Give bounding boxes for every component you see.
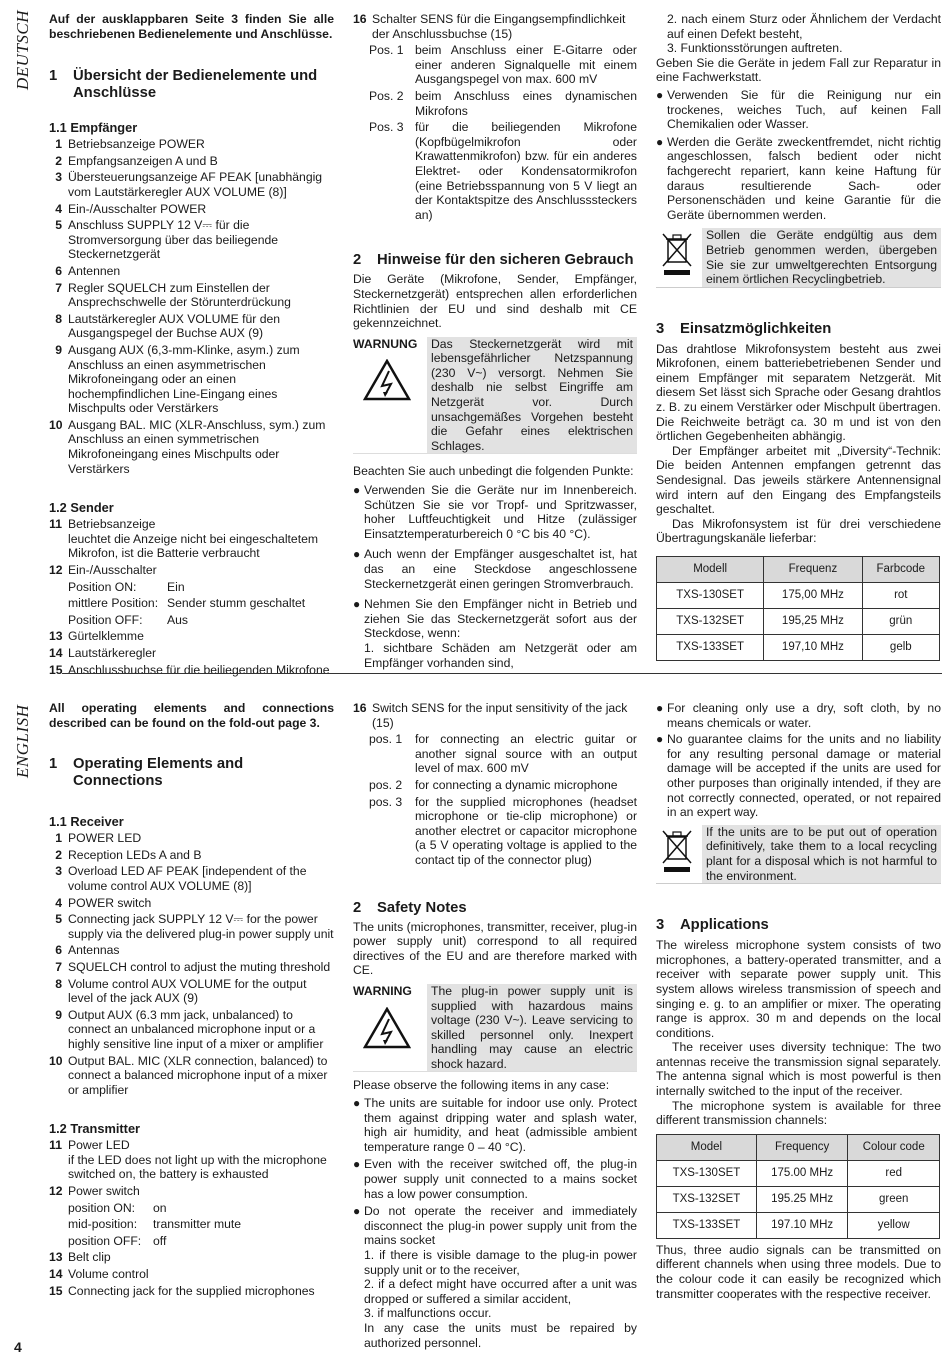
- bullet-item: 1. sichtbare Schäden am Netzgerät oder am Empfänger vorhanden sind,: [364, 640, 637, 670]
- list-item: 13 Gürtelklemme: [49, 629, 144, 644]
- language-label: DEUTSCH: [13, 9, 32, 90]
- receiver-list: [49, 137, 334, 476]
- list-item: 9 Ausgang AUX (6,3-mm-Klinke, asym.) zum Anschluss an einen asymmetrischen Mikrofoneingang oder an einen hochempfindlichen Line-Eingang eines Mischpults oder Verstärkers: [55, 342, 300, 416]
- table-header-row: Modell Frequenz Farbcode: [657, 557, 940, 583]
- paragraph: The wireless microphone system consists of two microphones, a battery-operated transmitter, and a receiver with separate power supply unit. This system allows wireless transmission of speech and singing e. g. to an amplifier or mixer. The operating range is approx. 30 m and depends on the local conditions.: [656, 938, 941, 1040]
- position-item: pos. 3 for the supplied microphones (headset microphone or tie-clip microphone) or another electret or capacitor microphone (a 5 V operating voltage is applied to the contact tip of the connector plug): [369, 794, 637, 867]
- paragraph: The receiver uses diversity technique: The two antennas receive the transmission signal separately. The antenna signal which is most powerful is then internally switched to the input of the receiver.: [656, 1040, 941, 1099]
- en-column-2: [353, 701, 637, 1350]
- paragraph: Thus, three audio signals can be transmitted on different channels when using three models. Due to the colour code it can easily be recognized which transmitter cooperates with the respective receiver.: [656, 1242, 941, 1301]
- bullet-item: ● Even with the receiver switched off, the plug-in power supply unit connected to a mains socket has a low power consumption.: [353, 1157, 637, 1201]
- observe-text: Please observe the following items in any case:: [353, 1078, 610, 1093]
- warning-label: WARNING: [353, 983, 412, 998]
- transmitter-list: [49, 1138, 334, 1298]
- list-item: 1 POWER LED: [55, 831, 142, 846]
- list-item: 16 Switch SENS for the input sensitivity of the jack (15): [353, 701, 628, 730]
- list-item: 10 Output BAL. MIC (XLR connection, balanced) to connect a balanced microphone input of a mixer or amplifier: [49, 1053, 328, 1097]
- page-number: 4: [14, 1339, 22, 1355]
- warning-box: [353, 984, 637, 1073]
- recycling-text: If the units are to be put out of operation definitively, take them to a local recycling plant for a disposal which is not harmful to the environment.: [702, 825, 941, 883]
- section-title: Übersicht der Bedienelemente und Anschlüsse: [73, 68, 318, 102]
- section-3-heading: 3 Applications: [656, 917, 769, 934]
- warning-box: [353, 337, 637, 455]
- section-1-heading: [49, 68, 334, 102]
- warning-label: WARNUNG: [353, 336, 418, 351]
- list-item: 12 Power switch position ON: on mid-position: transmitter mute position OFF: off: [49, 1184, 242, 1248]
- bullet-item: In any case the units must be repaired by authorized personnel.: [364, 1320, 637, 1350]
- bullet-item: ● No guarantee claims for the units and no liability for any resulting personal damage or material damage will be accepted if the units are used for other purposes than originally intended, if they are not correctly connected, operated, or not repaired in an expert way.: [656, 732, 941, 820]
- list-item: 5 Connecting jack SUPPLY 12 V⎓ for the power supply via the delivered plug-in power supply unit: [55, 912, 334, 941]
- frequency-table: [656, 1134, 940, 1239]
- bullet-item: ● Nehmen Sie den Empfänger nicht in Betrieb und ziehen Sie das Steckernetzgerät sofort aus der Steckdose, wenn:: [353, 597, 637, 641]
- language-tab-deutsch: [13, 9, 40, 92]
- frequency-table: [656, 556, 940, 661]
- recycling-box: [656, 825, 941, 884]
- subsection-receiver-heading: 1.1 Receiver: [49, 814, 124, 830]
- list-item: 10 Ausgang BAL. MIC (XLR-Anschluss, sym.) zum Anschluss an einen symmetrischen Mikrofoneingang eines Mischpults oder Verstärkers: [49, 417, 326, 476]
- paragraph: Das Mikrofonsystem ist für drei verschiedene Übertragungskanäle lieferbar:: [656, 516, 941, 546]
- subsection-receiver-heading: 1.1 Empfänger: [49, 120, 138, 136]
- position-item: Pos. 1 beim Anschluss einer E-Gitarre oder einer anderen Signalquelle mit einem Ausgangspegel von max. 600 mV: [369, 43, 637, 87]
- intro-text: All operating elements and connections described can be found on the fold-out page 3.: [49, 701, 334, 730]
- high-voltage-warning-icon: [363, 1007, 411, 1049]
- warning-text: Das Steckernetzgerät wird mit lebensgefährlicher Netzspannung (230 V~) versorgt. Nehmen Sie deshalb nie selbst Eingriffe am Netzgerät vor. Durch unsachgemäßes Vorgehen besteht die Gefahr eines elektrischen Schlages.: [427, 337, 637, 454]
- de-column-3: [656, 12, 941, 661]
- list-item: 2 Empfangsanzeigen A und B: [55, 153, 218, 168]
- subsection-transmitter-heading: 1.2 Sender: [49, 500, 114, 516]
- bullet-item: ● Do not operate the receiver and immediately disconnect the plug-in power supply unit from the mains socket: [353, 1204, 637, 1248]
- bullet-item: ● Auch wenn der Empfänger ausgeschaltet ist, hat das an eine Steckdose angeschlossene Steckernetzgerät einen geringen Stromverbrauch.: [353, 547, 637, 591]
- bullet-item: 2. if a defect might have occurred after a unit was dropped or suffered a similar accident,: [364, 1277, 637, 1306]
- list-item: 14 Lautstärkeregler: [49, 646, 157, 660]
- list-item: 9 Output AUX (6.3 mm jack, unbalanced) to connect an unbalanced microphone input or a highly sensitive line input of a mixer or amplifier: [55, 1007, 324, 1051]
- position-item: pos. 1 for connecting an electric guitar or another signal source with an output level of max. 600 mV: [369, 732, 637, 776]
- table-row: TXS-132SET 195.25 MHz green: [657, 1186, 940, 1212]
- repair-text: Geben Sie die Geräte in jedem Fall zur Reparatur in eine Fachwerkstatt.: [656, 55, 941, 85]
- paragraph: The microphone system is available for three different transmission channels:: [656, 1098, 941, 1128]
- position-item: Pos. 2 beim Anschluss eines dynamischen Mikrofons: [369, 88, 637, 118]
- list-item: 4 Ein-/Ausschalter POWER: [55, 201, 207, 216]
- de-column-1: [49, 12, 334, 677]
- conformity-text: Die Geräte (Mikrofone, Sender, Empfänger, Steckernetzgerät) entsprechen allen erforderlichen Richtlinien der EU und sind deshalb mit CE gekennzeichnet.: [353, 272, 637, 331]
- subsection-transmitter-heading: 1.2 Transmitter: [49, 1121, 141, 1137]
- list-item: 11 Betriebsanzeige leuchtet die Anzeige nicht bei eingeschaltetem Mikrofon, ist die Batterie verbraucht: [49, 517, 319, 561]
- high-voltage-warning-icon: [363, 359, 411, 401]
- en-column-1: [49, 701, 334, 1298]
- list-item: 15 Connecting jack for the supplied microphones: [49, 1283, 315, 1298]
- bullet-item: ● Verwenden Sie für die Reinigung nur ein trockenes, weiches Tuch, auf keinen Fall Chemikalien oder Wasser.: [656, 87, 941, 132]
- list-item: 14 Volume control: [49, 1267, 149, 1282]
- transmitter-list: [49, 517, 334, 677]
- section-1-heading: 1 Operating Elements and Connections: [49, 756, 244, 790]
- table-row: TXS-132SET 195,25 MHz grün: [657, 609, 940, 635]
- bullet-item: ● For cleaning only use a dry, soft cloth, by no means chemicals or water.: [656, 701, 941, 730]
- bullet-item: ● Werden die Geräte zweckentfremdet, nicht richtig angeschlossen, falsch bedient oder nicht fachgerecht repariert, kann keine Haftung für daraus resultierende Sach- oder Personenschäden und keine Garantie für die Geräte übernommen werden.: [656, 134, 941, 222]
- observe-text: Beachten Sie auch unbedingt die folgenden Punkte:: [353, 464, 634, 479]
- paragraph: Der Empfänger arbeitet mit „Diversity“-Technik: Die beiden Antennen empfangen getrennt das Sendesignal. Das jeweils stärkere Antennensignal wird intern auf den Eingang des Empfangsteils geschaltet.: [656, 443, 941, 517]
- bullet-item: ● Verwenden Sie die Geräte nur im Innenbereich. Schützen Sie sie vor Tropf- und Spritzwasser, hoher Luftfeuchtigkeit und Hitze (zulässiger Einsatztemperaturbereich 0 °C bis 40 °C).: [353, 483, 637, 541]
- language-tab-english: [14, 700, 40, 780]
- bullet-item: 2. nach einem Sturz oder Ähnlichem der Verdacht auf einen Defekt besteht,: [667, 12, 941, 41]
- intro-text: Auf der ausklappbaren Seite 3 finden Sie alle beschriebenen Bedienelemente und Anschlüsse.: [49, 12, 334, 41]
- list-item: 3 Overload LED AF PEAK [independent of the volume control AUX VOLUME (8)]: [55, 864, 307, 893]
- en-column-3: [656, 701, 941, 1301]
- table-row: TXS-133SET 197.10 MHz yellow: [657, 1212, 940, 1238]
- list-item: 6 Antennen: [55, 263, 121, 278]
- section-2-heading: 2 Hinweise für den sicheren Gebrauch: [353, 252, 634, 269]
- list-item: 2 Reception LEDs A and B: [55, 847, 202, 862]
- list-item: 3 Übersteuerungsanzeige AF PEAK [unabhängig vom Lautstärkeregler AUX VOLUME (8)]: [55, 170, 323, 199]
- table-row: TXS-130SET 175,00 MHz rot: [657, 583, 940, 609]
- list-item: 8 Volume control AUX VOLUME for the output level of the jack AUX (9): [55, 976, 307, 1006]
- list-item: 6 Antennas: [55, 943, 120, 958]
- section-2-heading: 2 Safety Notes: [353, 899, 467, 916]
- list-item: 5 Anschluss SUPPLY 12 V⎓ für die Stromversorgung über das beiliegende Steckernetzgerät: [55, 218, 279, 262]
- language-divider: [62, 673, 942, 674]
- list-item: 12 Ein-/Ausschalter Position ON: Ein mittlere Position: Sender stumm geschaltet Position OFF: Aus: [49, 563, 306, 627]
- section-number: 1: [49, 68, 58, 85]
- warning-text: The plug-in power supply unit is supplied with hazardous mains voltage (230 V~). Leave servicing to skilled personnel only. Inexpert handling may cause an electric shock hazard.: [427, 984, 637, 1072]
- position-item: pos. 2 for connecting a dynamic microphone: [369, 777, 618, 792]
- language-label: ENGLISH: [13, 704, 32, 778]
- receiver-list: [49, 831, 334, 1097]
- list-item: 4 POWER switch: [55, 895, 152, 910]
- section-3-heading: 3 Einsatzmöglichkeiten: [656, 320, 832, 337]
- table-row: TXS-130SET 175.00 MHz red: [657, 1160, 940, 1186]
- list-item: 16 Schalter SENS für die Eingangsempfindlichkeit der Anschlussbuchse (15): [353, 12, 626, 41]
- table-row: TXS-133SET 197,10 MHz gelb: [657, 635, 940, 661]
- de-column-2: [353, 12, 637, 670]
- bullet-item: 3. Funktionsstörungen auftreten.: [667, 41, 843, 56]
- crossed-bin-icon: [660, 230, 694, 278]
- recycling-box: [656, 228, 941, 287]
- position-item: Pos. 3 für die beiliegenden Mikrofone (Kopfbügelmikrofon oder Krawattenmikrofon) bzw. für ein anderes Elektret- oder Kondensatormikrofon (eine Betriebsspannung von 5 V liegt an der Kontaktspitze des Anschlusssteckers an): [369, 120, 637, 222]
- list-item: 1 Betriebsanzeige POWER: [55, 137, 205, 152]
- list-item: 15 Anschlussbuchse für die beiliegenden Mikrofone: [49, 662, 330, 677]
- bullet-item: ● The units are suitable for indoor use only. Protect them against dripping water and splash water, high air humidity, and heat (admissible ambient temperature range 0 – 40 °C).: [353, 1096, 637, 1154]
- list-item: 13 Belt clip: [49, 1250, 111, 1265]
- table-header-row: Model Frequency Colour code: [657, 1134, 940, 1160]
- list-item: 7 SQUELCH control to adjust the muting threshold: [55, 959, 331, 974]
- list-item: 11 Power LED if the LED does not light up with the microphone switched on, the battery is exhausted: [49, 1138, 327, 1182]
- bullet-item: 3. if malfunctions occur.: [364, 1306, 492, 1321]
- crossed-bin-icon: [660, 827, 694, 875]
- recycling-text: Sollen die Geräte endgültig aus dem Betrieb genommen werden, übergeben Sie sie zur umweltgerechten Entsorgung einem örtlichen Recyclingbetrieb.: [702, 228, 941, 286]
- paragraph: Das drahtlose Mikrofonsystem besteht aus zwei Mikrofonen, einem batteriebetriebenen Sender und einem Empfänger mit separatem Netzgerät. Mit diesem Set lässt sich Sprache oder Gesang drahtlos z. B. zu einem Verstärker oder Mischpult übertragen. Die Reichweite beträgt ca. 30 m und ist von den örtlichen Gegebenheiten abhängig.: [656, 341, 941, 444]
- bullet-item: 1. if there is visible damage to the plug-in power supply unit or to the receiver,: [364, 1248, 637, 1277]
- list-item: 8 Lautstärkeregler AUX VOLUME für den Ausgangspegel der Buchse AUX (9): [55, 311, 281, 341]
- conformity-text: The units (microphones, transmitter, receiver, plug-in power supply unit) correspond to all required directives of the EU and are therefore marked with CE.: [353, 919, 637, 978]
- list-item: 7 Regler SQUELCH zum Einstellen der Ansprechschwelle der Störunterdrückung: [55, 280, 291, 310]
